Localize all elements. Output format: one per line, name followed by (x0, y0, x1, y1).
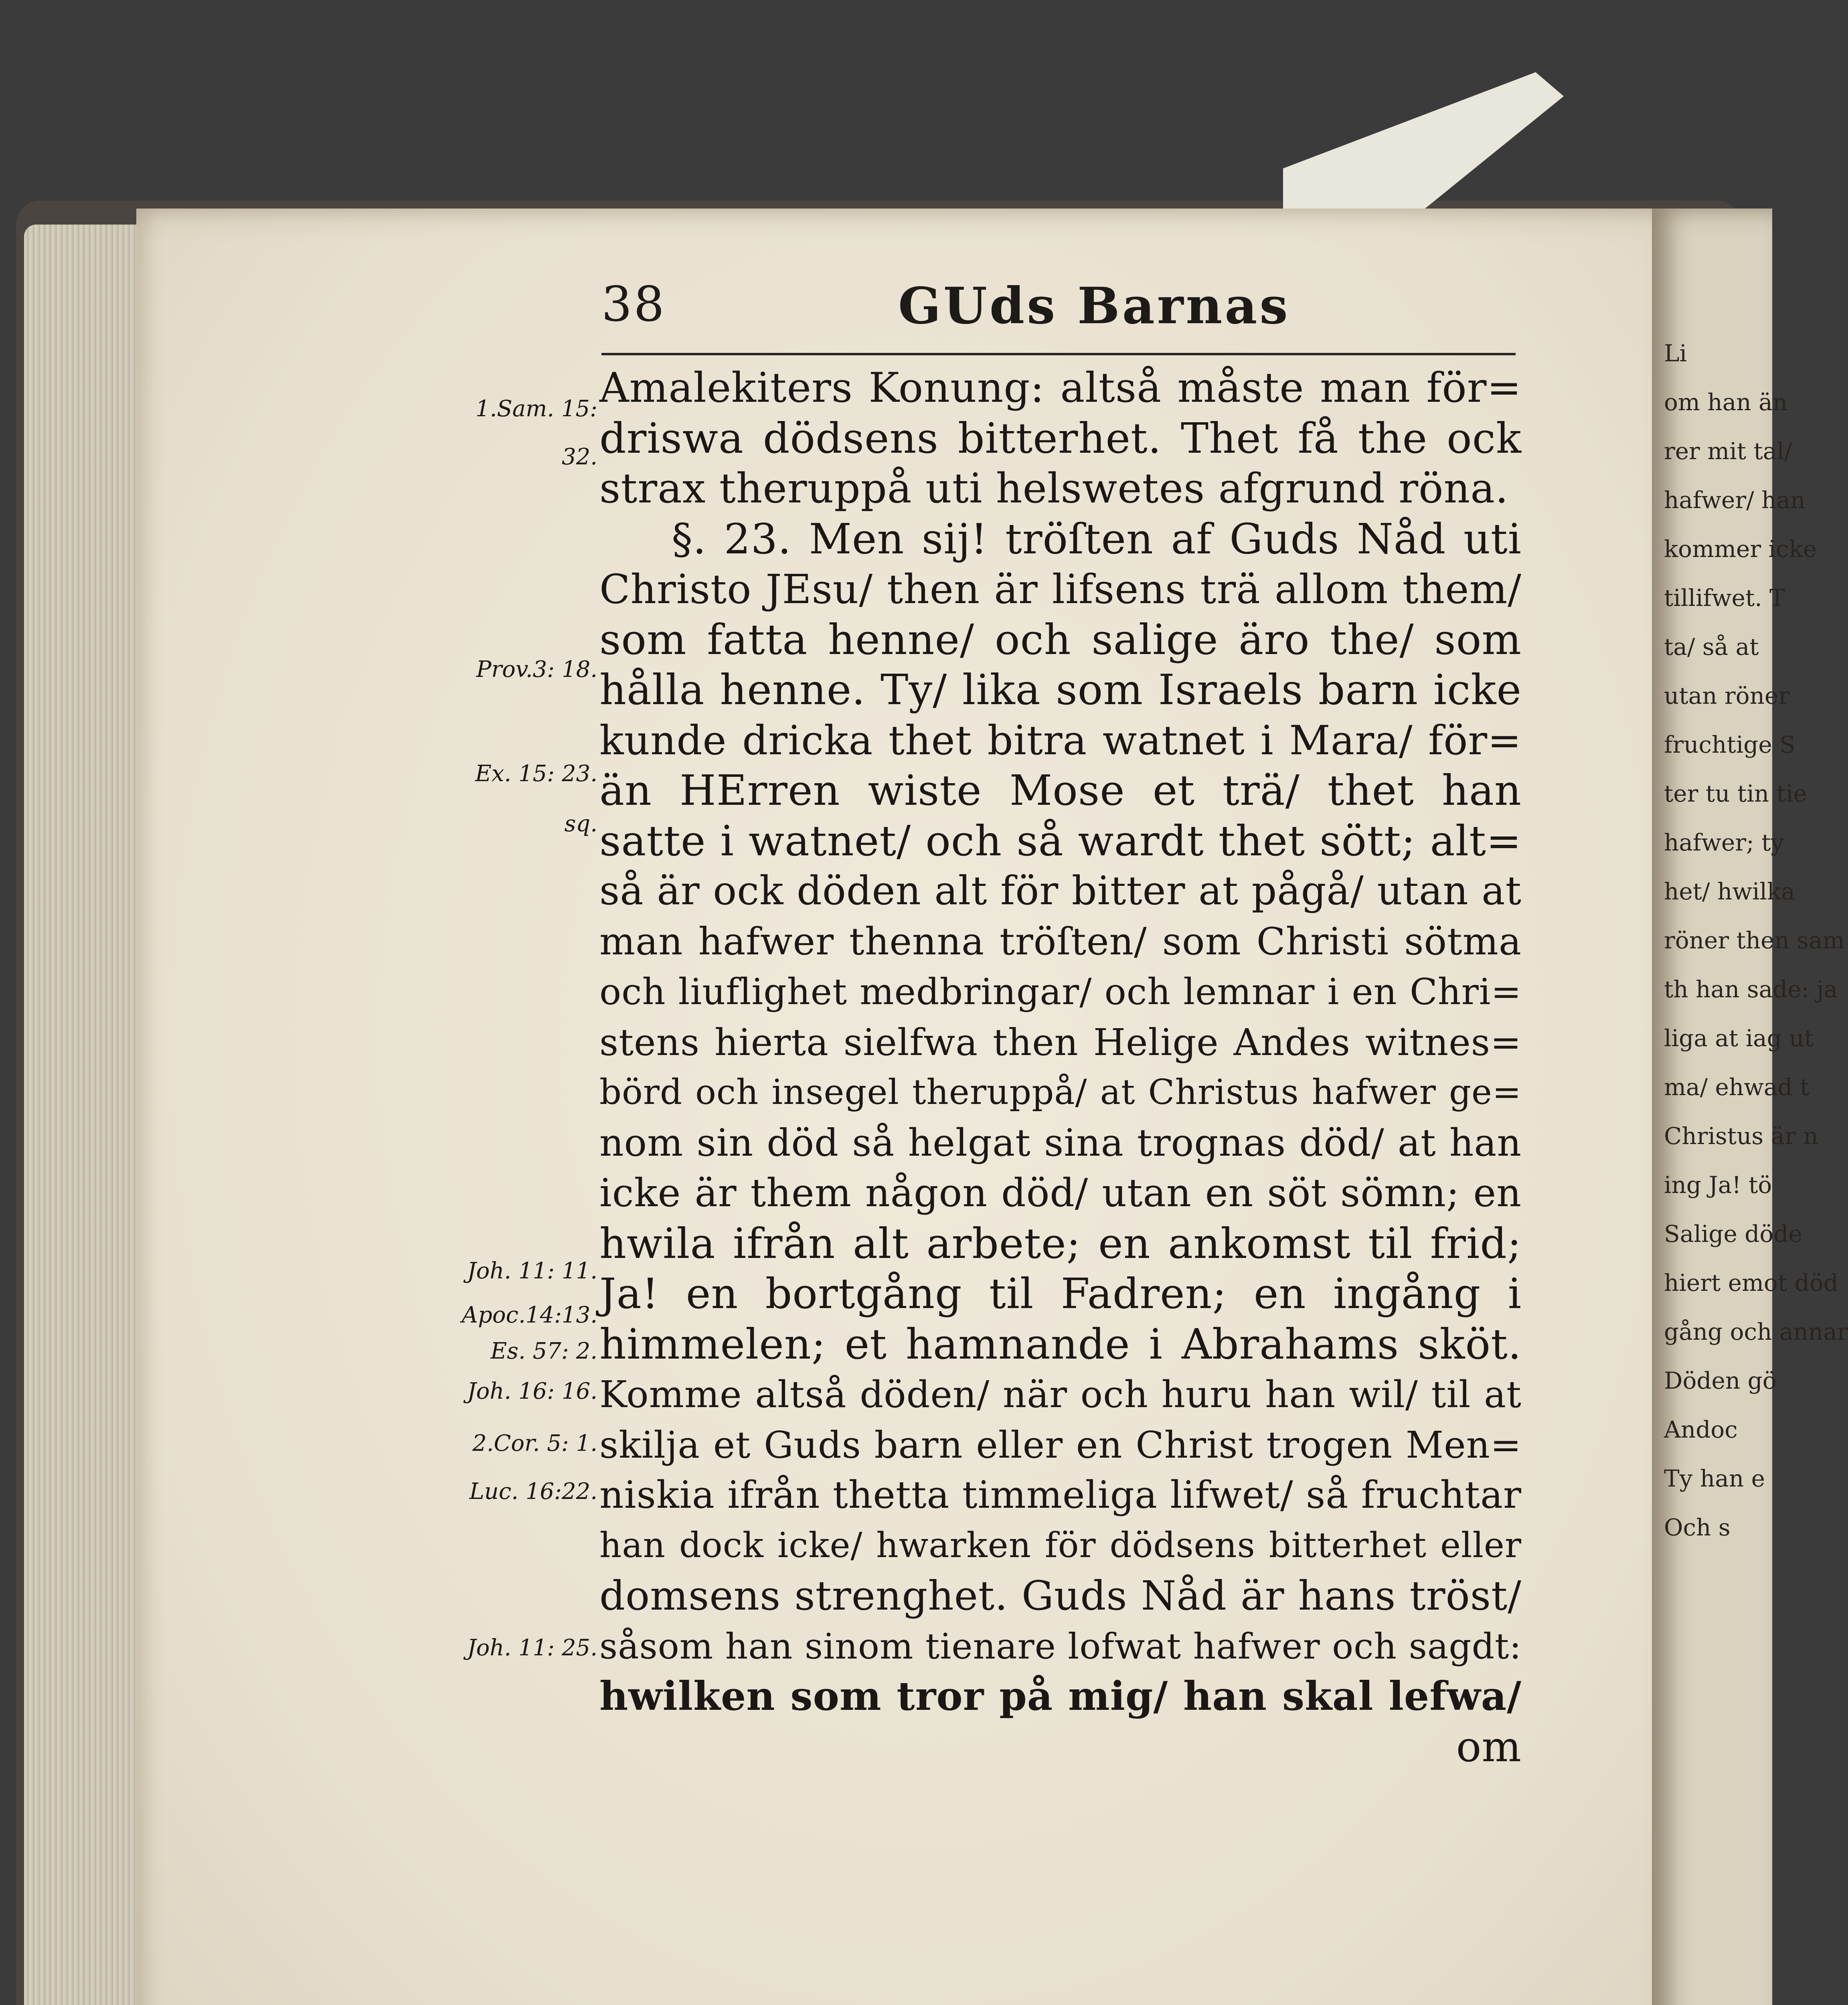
facing-page-text (1664, 329, 1848, 1552)
text-line: kunde dricka thet bitra watnet i Mara/ för= (599, 717, 1522, 764)
text-line: Ja! en bortgång til Fadren; en ingång i (599, 1269, 1522, 1318)
text-line: Amalekiters Konung: altså måste man för= (599, 364, 1522, 412)
facing-line: Salige döde (1664, 1220, 1802, 1248)
text-line: såsom han sinom tienare lofwat hafwer och sagdt: (599, 1625, 1522, 1667)
facing-line: hafwer; ty (1664, 829, 1784, 856)
text-line: icke är them någon död/ utan en söt sömn; en (599, 1171, 1522, 1215)
text-line: hwila ifrån alt arbete; en ankomst til frid; (599, 1219, 1522, 1268)
margin-note: 1.Sam. 15: (475, 396, 597, 422)
margin-note: Ex. 15: 23. (475, 761, 597, 787)
text-line: strax theruppå uti helswetes afgrund röna. (599, 465, 1509, 512)
text-line: och liuflighet medbringar/ och lemnar i en Chri= (599, 971, 1522, 1013)
margin-note: 2.Cor. 5: 1. (472, 1430, 597, 1456)
facing-line: ma/ ehwad t (1664, 1073, 1810, 1101)
facing-line: hiert emot död (1664, 1269, 1838, 1296)
page-edges (24, 225, 144, 2005)
facing-line: ing Ja! tö (1664, 1171, 1772, 1199)
text-line: så är ock döden alt för bitter at pågå/ utan at (599, 868, 1522, 914)
facing-line: liga at iag ut (1664, 1025, 1814, 1052)
text-line: niskia ifrån thetta timmeliga lifwet/ så fruchtar (599, 1473, 1522, 1517)
text-line: stens hierta sielfwa then Helige Andes witnes= (599, 1021, 1522, 1064)
text-line: hålla henne. Ty/ lika som Israels barn icke (599, 665, 1522, 714)
facing-line: om han än (1664, 389, 1788, 416)
page-header (601, 277, 1484, 333)
facing-line: ta/ så at (1664, 633, 1759, 660)
margin-note: Joh. 11: 11. (467, 1258, 597, 1284)
facing-line: ter tu tin tie (1664, 780, 1807, 807)
text-line: satte i watnet/ och så wardt thet sött; alt= (599, 816, 1522, 865)
text-line: man hafwer thenna tröſten/ som Christi sötma (599, 919, 1522, 964)
facing-line: gång och annar (1664, 1318, 1848, 1345)
margin-note: Prov.3: 18. (476, 656, 597, 683)
text-line: än HErren wiste Mose et trä/ thet han (599, 766, 1522, 815)
facing-line: hafwer/ han (1664, 486, 1805, 514)
margin-note: Joh. 16: 16. (467, 1378, 597, 1404)
text-line: Komme altså döden/ när och huru han wil/ til at (599, 1373, 1522, 1416)
text-line: börd och insegel theruppå/ at Christus hafwer ge= (599, 1072, 1522, 1112)
facing-line: het/ hwilka (1664, 878, 1795, 905)
margin-note: Joh. 11: 25. (467, 1635, 597, 1661)
facing-line: röner then sam (1664, 927, 1845, 954)
facing-line: Li (1664, 340, 1687, 367)
facing-page (1652, 209, 1848, 2005)
margin-note: Luc. 16:22. (469, 1478, 597, 1505)
text-line: skilja et Guds barn eller en Christ trogen Men= (599, 1423, 1522, 1466)
text-line: hwilken som tror på mig/ han skal lefwa/ (599, 1673, 1522, 1719)
facing-line: th han sade: ja (1664, 976, 1838, 1003)
body-text (599, 363, 1522, 1772)
facing-line: Döden gö (1664, 1367, 1777, 1394)
text-line: domsens strenghet. Guds Nåd är hans tröst/ (599, 1572, 1522, 1619)
text-line: han dock icke/ hwarken för dödsens bitterhet eller (599, 1525, 1522, 1566)
margin-note: 32. (561, 444, 597, 470)
text-line: §. 23. Men sij! tröſten af Guds Nåd uti (672, 514, 1522, 563)
facing-line: Christus är n (1664, 1122, 1818, 1150)
facing-line: tillifwet. T (1664, 584, 1785, 612)
margin-note: Apoc.14:13. (461, 1302, 597, 1328)
margin-note: Es. 57: 2. (490, 1338, 597, 1364)
facing-line: Ty han e (1664, 1465, 1765, 1492)
facing-line: rer mit tal/ (1664, 437, 1792, 465)
margin-note: sq. (564, 811, 597, 837)
facing-line: utan röner (1664, 682, 1790, 709)
header-rule (601, 353, 1516, 355)
facing-line: fruchtige S (1664, 731, 1795, 758)
text-line: himmelen; et hamnande i Abrahams sköt. (599, 1319, 1522, 1369)
catchword: om (1456, 1722, 1522, 1771)
facing-line: kommer icke (1664, 535, 1817, 563)
text-line: som fatta henne/ och salige äro the/ som (599, 615, 1522, 664)
text-line: Christo JEsu/ then är lifsens trä allom them/ (599, 566, 1522, 613)
running-title: GUds Barnas (898, 277, 1290, 335)
facing-line: Andoc (1664, 1416, 1738, 1443)
text-line: nom sin död så helgat sina trognas död/ at han (599, 1121, 1522, 1165)
text-line: driswa dödsens bitterhet. Thet få the ock (599, 413, 1522, 463)
facing-line: Och s (1664, 1514, 1731, 1541)
page-number: 38 (601, 277, 666, 332)
